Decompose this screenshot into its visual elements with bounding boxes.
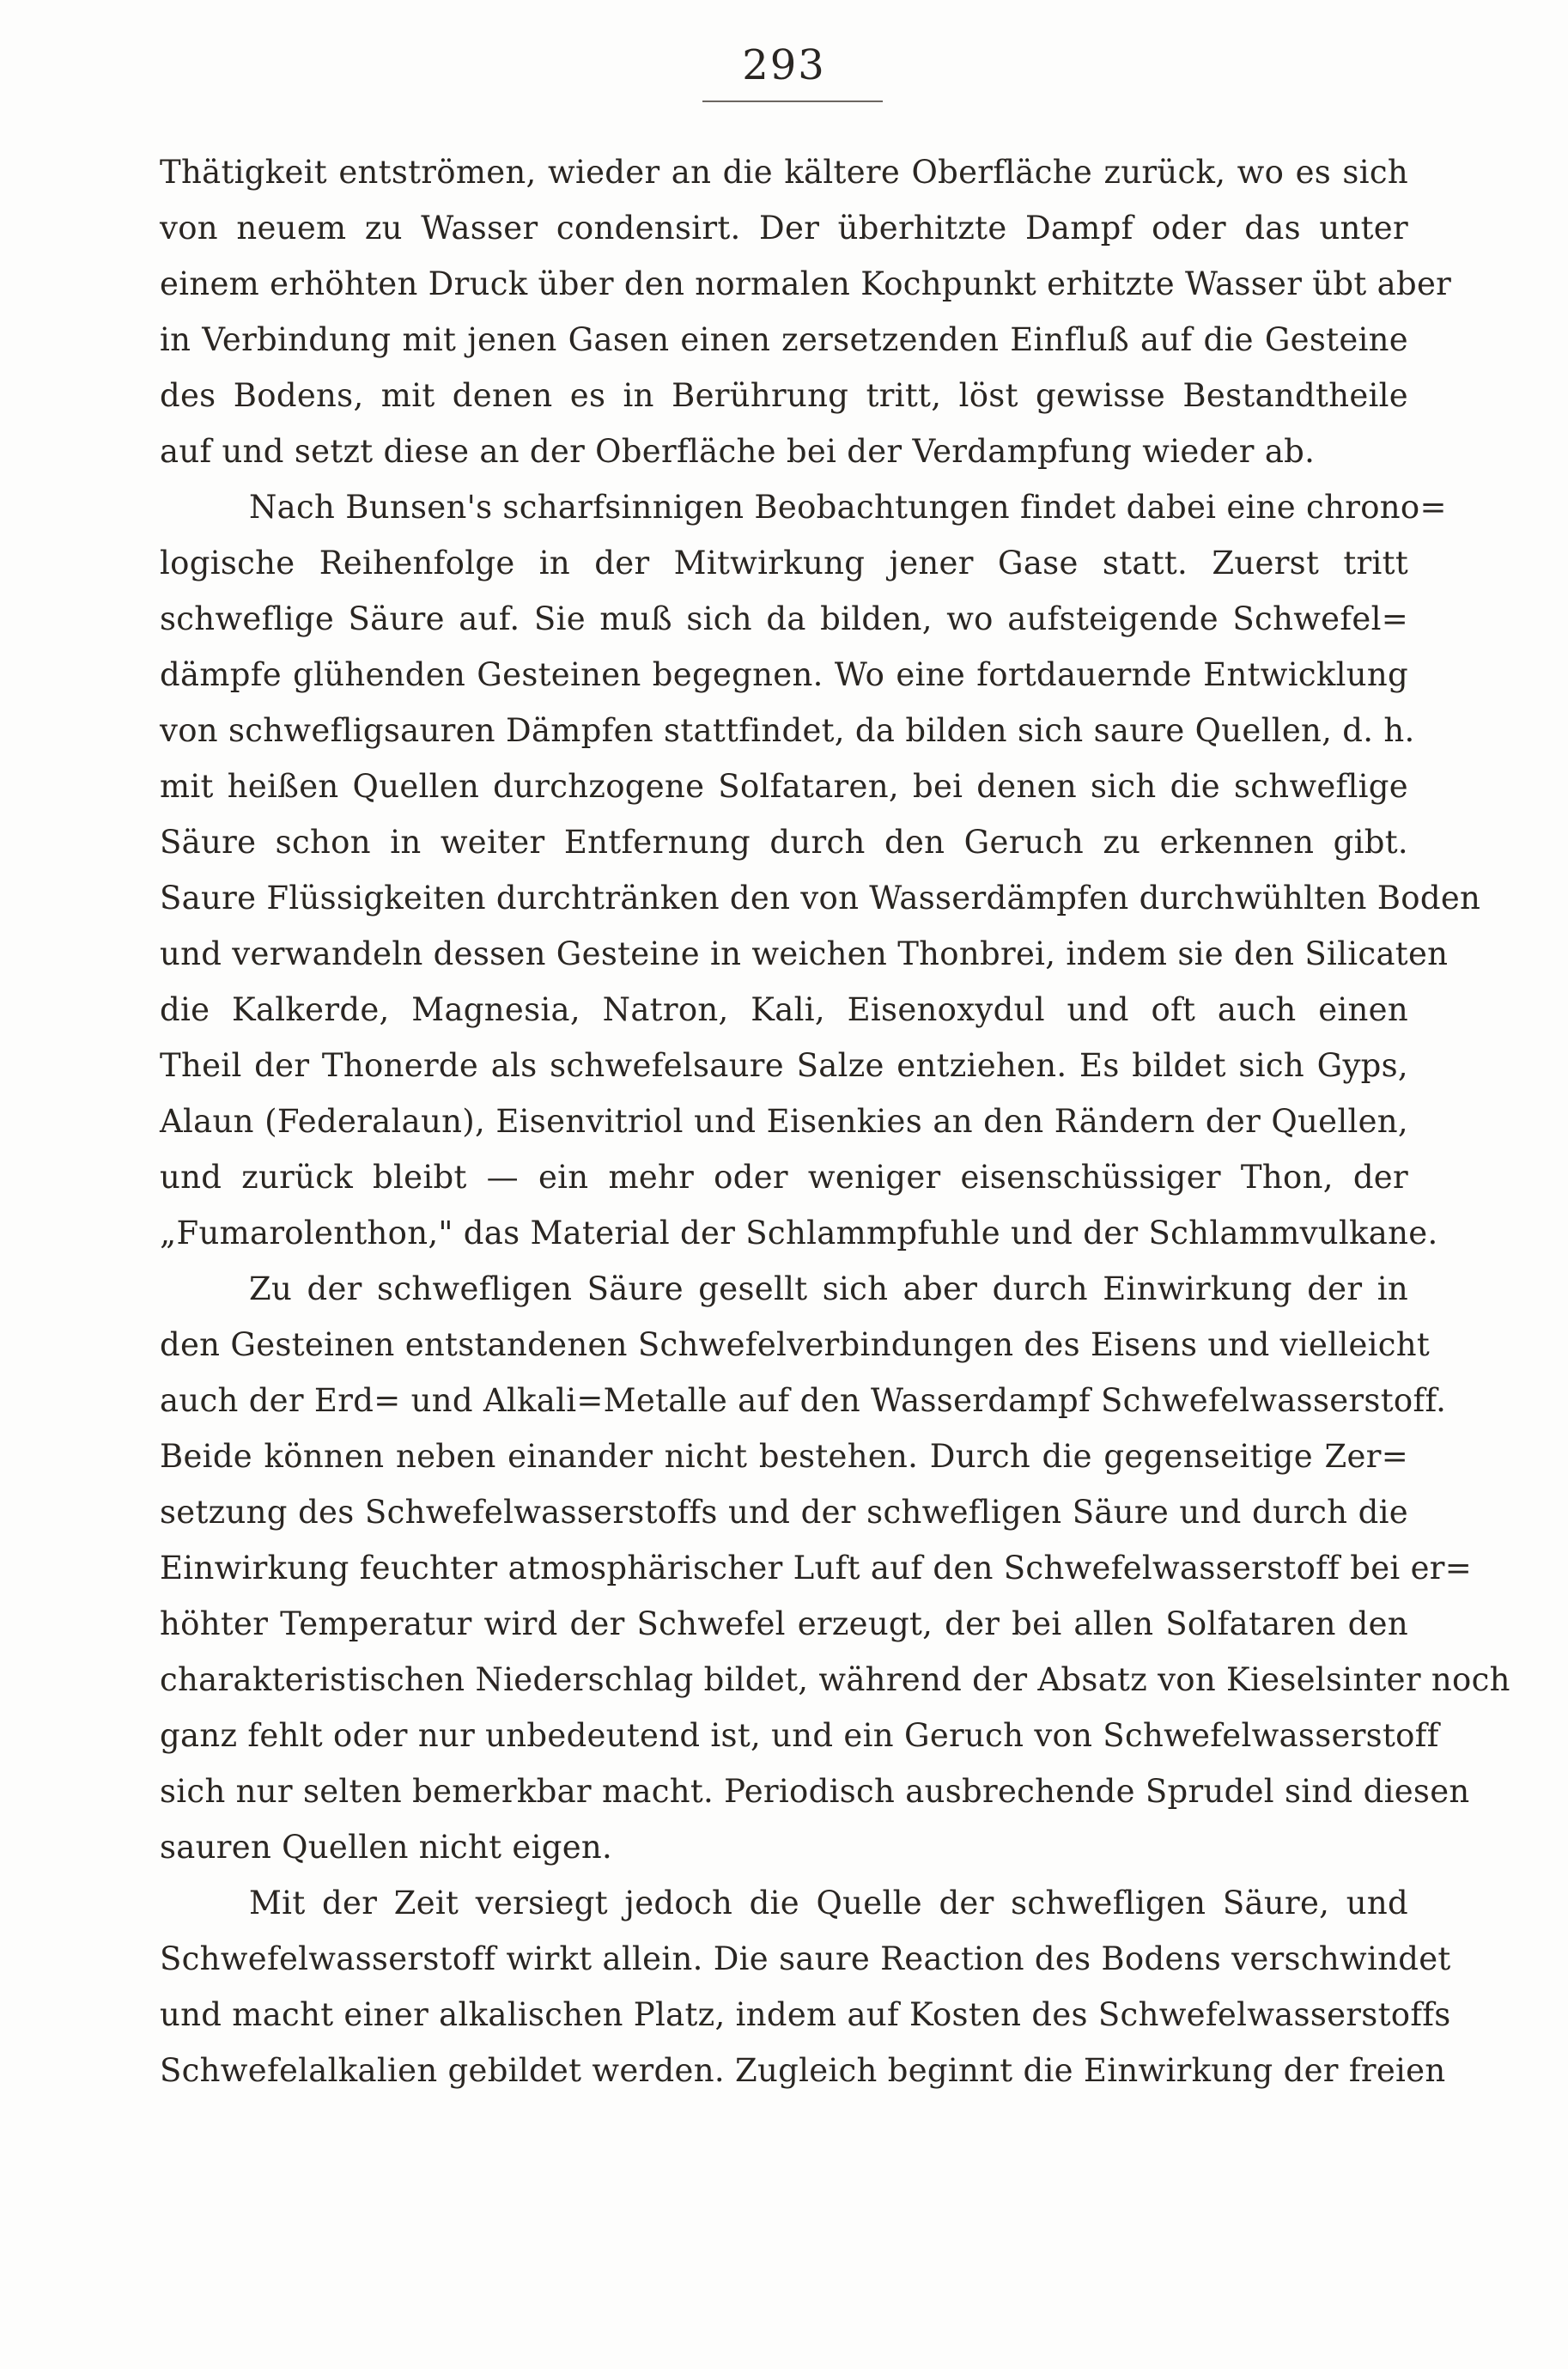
text-line: Beide können neben einander nicht bestehen. Durch die gegenseitige Zer=	[160, 1438, 1408, 1475]
text-line: Schwefelalkalien gebildet werden. Zugleich beginnt die Einwirkung der freien	[160, 2052, 1446, 2089]
text-line: schweflige Säure auf. Sie muß sich da bilden, wo aufsteigende Schwefel=	[160, 600, 1408, 637]
text-line: Mit der Zeit versiegt jedoch die Quelle der schwefligen Säure, und	[249, 1885, 1408, 1921]
text-line: charakteristischen Niederschlag bildet, während der Absatz von Kieselsinter noch	[160, 1661, 1510, 1698]
text-line: Schwefelwasserstoff wirkt allein. Die saure Reaction des Bodens verschwindet	[160, 1940, 1451, 1977]
text-line: und macht einer alkalischen Platz, indem auf Kosten des Schwefelwasserstoffs	[160, 1996, 1451, 2033]
header-rule	[702, 100, 883, 102]
text-line: setzung des Schwefelwasserstoffs und der schwefligen Säure und durch die	[160, 1494, 1408, 1531]
text-line: dämpfe glühenden Gesteinen begegnen. Wo eine fortdauernde Entwicklung	[160, 656, 1408, 693]
text-line: Zu der schwefligen Säure gesellt sich aber durch Einwirkung der in	[249, 1270, 1408, 1307]
text-line: Säure schon in weiter Entfernung durch den Geruch zu erkennen gibt.	[160, 824, 1408, 861]
paragraph	[160, 144, 1452, 479]
text-line: sich nur selten bemerkbar macht. Periodisch ausbrechende Sprudel sind diesen	[160, 1773, 1470, 1810]
paragraph	[160, 1875, 1451, 2098]
text-line: einem erhöhten Druck über den normalen Kochpunkt erhitzte Wasser übt aber	[160, 265, 1452, 302]
text-line: auch der Erd= und Alkali=Metalle auf den Wasserdampf Schwefelwasserstoff.	[160, 1382, 1447, 1419]
text-line: den Gesteinen entstandenen Schwefelverbindungen des Eisens und vielleicht	[160, 1326, 1431, 1363]
text-line: und zurück bleibt — ein mehr oder weniger eisenschüssiger Thon, der	[160, 1159, 1408, 1196]
text-line: Saure Flüssigkeiten durchtränken den von Wasserdämpfen durchwühlten Boden	[160, 880, 1481, 917]
text-line: und verwandeln dessen Gesteine in weichen Thonbrei, indem sie den Silicaten	[160, 935, 1449, 972]
text-line: ganz fehlt oder nur unbedeutend ist, und ein Geruch von Schwefelwasserstoff	[160, 1717, 1439, 1754]
text-line: „Fumarolenthon," das Material der Schlammpfuhle und der Schlammvulkane.	[160, 1215, 1438, 1251]
paragraph	[160, 1261, 1510, 1875]
text-line: des Bodens, mit denen es in Berührung tritt, löst gewisse Bestandtheile	[160, 377, 1408, 414]
text-line: von neuem zu Wasser condensirt. Der überhitzte Dampf oder das unter	[160, 210, 1408, 247]
text-line: auf und setzt diese an der Oberfläche bei der Verdampfung wieder ab.	[160, 433, 1316, 470]
text-line: mit heißen Quellen durchzogene Solfataren, bei denen sich die schweflige	[160, 768, 1408, 805]
text-line: logische Reihenfolge in der Mitwirkung jener Gase statt. Zuerst tritt	[160, 545, 1408, 582]
body-text	[160, 144, 1510, 2098]
text-line: Einwirkung feuchter atmosphärischer Luft auf den Schwefelwasserstoff bei er=	[160, 1550, 1473, 1586]
text-line: Theil der Thonerde als schwefelsaure Salze entziehen. Es bildet sich Gyps,	[160, 1047, 1408, 1084]
text-line: Alaun (Federalaun), Eisenvitriol und Eisenkies an den Rändern der Quellen,	[160, 1103, 1408, 1140]
text-line: von schwefligsauren Dämpfen stattfindet, da bilden sich saure Quellen, d. h.	[160, 712, 1415, 749]
text-line: höhter Temperatur wird der Schwefel erzeugt, der bei allen Solfataren den	[160, 1605, 1408, 1642]
text-line: Thätigkeit entströmen, wieder an die kältere Oberfläche zurück, wo es sich	[160, 154, 1408, 191]
page-number: 293	[742, 41, 826, 89]
text-line: in Verbindung mit jenen Gasen einen zersetzenden Einfluß auf die Gesteine	[160, 321, 1408, 358]
paragraph	[160, 479, 1481, 1261]
text-line: die Kalkerde, Magnesia, Natron, Kali, Eisenoxydul und oft auch einen	[160, 991, 1408, 1028]
text-line: sauren Quellen nicht eigen.	[160, 1829, 613, 1866]
text-line: Nach Bunsen's scharfsinnigen Beobachtungen findet dabei eine chrono=	[249, 489, 1447, 526]
